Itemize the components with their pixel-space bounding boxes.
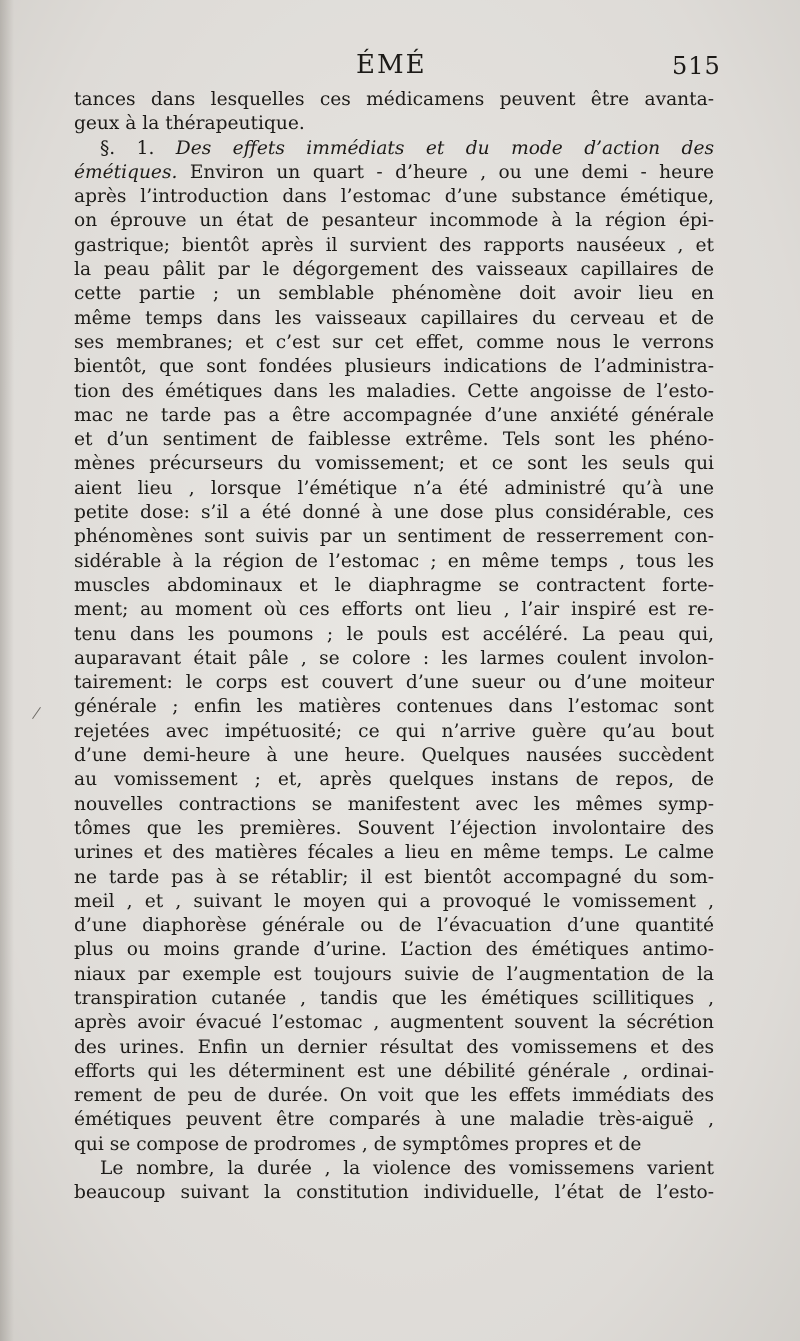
text-line: la peau pâlit par le dégorgement des vaisseaux capillaires de <box>74 259 714 281</box>
text-run: Environ un quart - d’heure , ou une demi - heure <box>177 161 714 183</box>
text-line: efforts qui les déterminent est une débilité générale , ordinai- <box>74 1060 714 1082</box>
text-line: gastrique; bientôt après il survient des rapports nauséeux , et <box>74 234 714 256</box>
text-line: rement de peu de durée. On voit que les effets immédiats des <box>74 1085 714 1107</box>
text-line: au vomissement ; et, après quelques instans de repos, de <box>74 769 714 791</box>
text-line: aient lieu , lorsque l’émétique n’a été administré qu’à une <box>74 477 714 499</box>
text-line: nouvelles contractions se manifestent avec les mêmes symp- <box>74 793 714 815</box>
text-line: après avoir évacué l’estomac , augmentent souvent la sécrétion <box>74 1012 714 1034</box>
section-mark: §. 1. <box>100 137 155 159</box>
text-line: phénomènes sont suivis par un sentiment de resserrement con- <box>74 526 714 548</box>
text-line: des urines. Enfin un dernier résultat des vomissemens et des <box>74 1036 714 1058</box>
text-line: geux à la thérapeutique. <box>74 113 305 135</box>
running-title: ÉMÉ <box>356 50 427 80</box>
page-header <box>0 50 800 90</box>
text-line: tairement: le corps est couvert d’une sueur ou d’une moiteur <box>74 672 714 694</box>
text-line: muscles abdominaux et le diaphragme se contractent forte- <box>74 574 714 596</box>
text-line <box>74 161 714 185</box>
text-line: tion des émétiques dans les maladies. Cette angoisse de l’esto- <box>74 380 714 402</box>
text-line: rejetées avec impétuosité; ce qui n’arrive guère qu’au bout <box>74 720 714 742</box>
text-line: mac ne tarde pas a être accompagnée d’une anxiété générale <box>74 404 714 426</box>
text-line: auparavant était pâle , se colore : les larmes coulent involon- <box>74 647 714 669</box>
text-line: meil , et , suivant le moyen qui a provoqué le vomissement , <box>74 890 714 912</box>
text-line: d’une demi-heure à une heure. Quelques nausées succèdent <box>74 745 714 767</box>
text-line: beaucoup suivant la constitution individuelle, l’état de l’esto- <box>74 1182 714 1204</box>
text-line: ment; au moment où ces efforts ont lieu , l’air inspiré est re- <box>74 599 714 621</box>
text-line: tenu dans les poumons ; le pouls est accéléré. La peau qui, <box>74 623 714 645</box>
text-line: qui se compose de prodromes , de symptômes propres et de <box>74 1133 642 1155</box>
body-text <box>74 88 714 1206</box>
text-line: cette partie ; un semblable phénomène doit avoir lieu en <box>74 283 714 305</box>
text-line: petite dose: s’il a été donné à une dose plus considérable, ces <box>74 502 714 524</box>
section-heading-line <box>74 137 714 161</box>
text-line: Le nombre, la durée , la violence des vomissemens varient <box>100 1158 714 1180</box>
text-line: on éprouve un état de pesanteur incommode à la région épi- <box>74 210 714 232</box>
text-line: émétiques peuvent être comparés à une maladie très-aiguë , <box>74 1109 714 1131</box>
text-line: d’une diaphorèse générale ou de l’évacuation d’une quantité <box>74 915 714 937</box>
text-line: ne tarde pas à se rétablir; il est bientôt accompagné du som- <box>74 866 714 888</box>
text-line: transpiration cutanée , tandis que les émétiques scillitiques , <box>74 987 714 1009</box>
section-title-end: émétiques. <box>74 161 178 183</box>
text-line: après l’introduction dans l’estomac d’une substance émétique, <box>74 186 714 208</box>
text-line: tômes que les premières. Souvent l’éjection involontaire des <box>74 817 714 839</box>
page-edge-shadow <box>0 0 14 1341</box>
text-line: bientôt, que sont fondées plusieurs indications de l’administra- <box>74 356 714 378</box>
page-number: 515 <box>672 52 721 80</box>
text-line: niaux par exemple est toujours suivie de l’augmentation de la <box>74 963 714 985</box>
text-line: urines et des matières fécales a lieu en même temps. Le calme <box>74 842 714 864</box>
text-line: sidérable à la région de l’estomac ; en même temps , tous les <box>74 550 714 572</box>
text-line: ses membranes; et c’est sur cet effet, comme nous le verrons <box>74 331 714 353</box>
text-line: tances dans lesquelles ces médicamens peuvent être avanta- <box>74 89 714 110</box>
text-line: même temps dans les vaisseaux capillaires du cerveau et de <box>74 307 714 329</box>
text-line: mènes précurseurs du vomissement; et ce sont les seuls qui <box>74 453 714 475</box>
text-line: plus ou moins grande d’urine. L’action des émétiques antimo- <box>74 939 714 961</box>
text-line: et d’un sentiment de faiblesse extrême. Tels sont les phéno- <box>74 429 714 451</box>
margin-mark <box>32 707 41 719</box>
section-title: Des effets immédiats et du mode d’action des <box>175 137 714 159</box>
text-line: générale ; enfin les matières contenues dans l’estomac sont <box>74 696 714 718</box>
